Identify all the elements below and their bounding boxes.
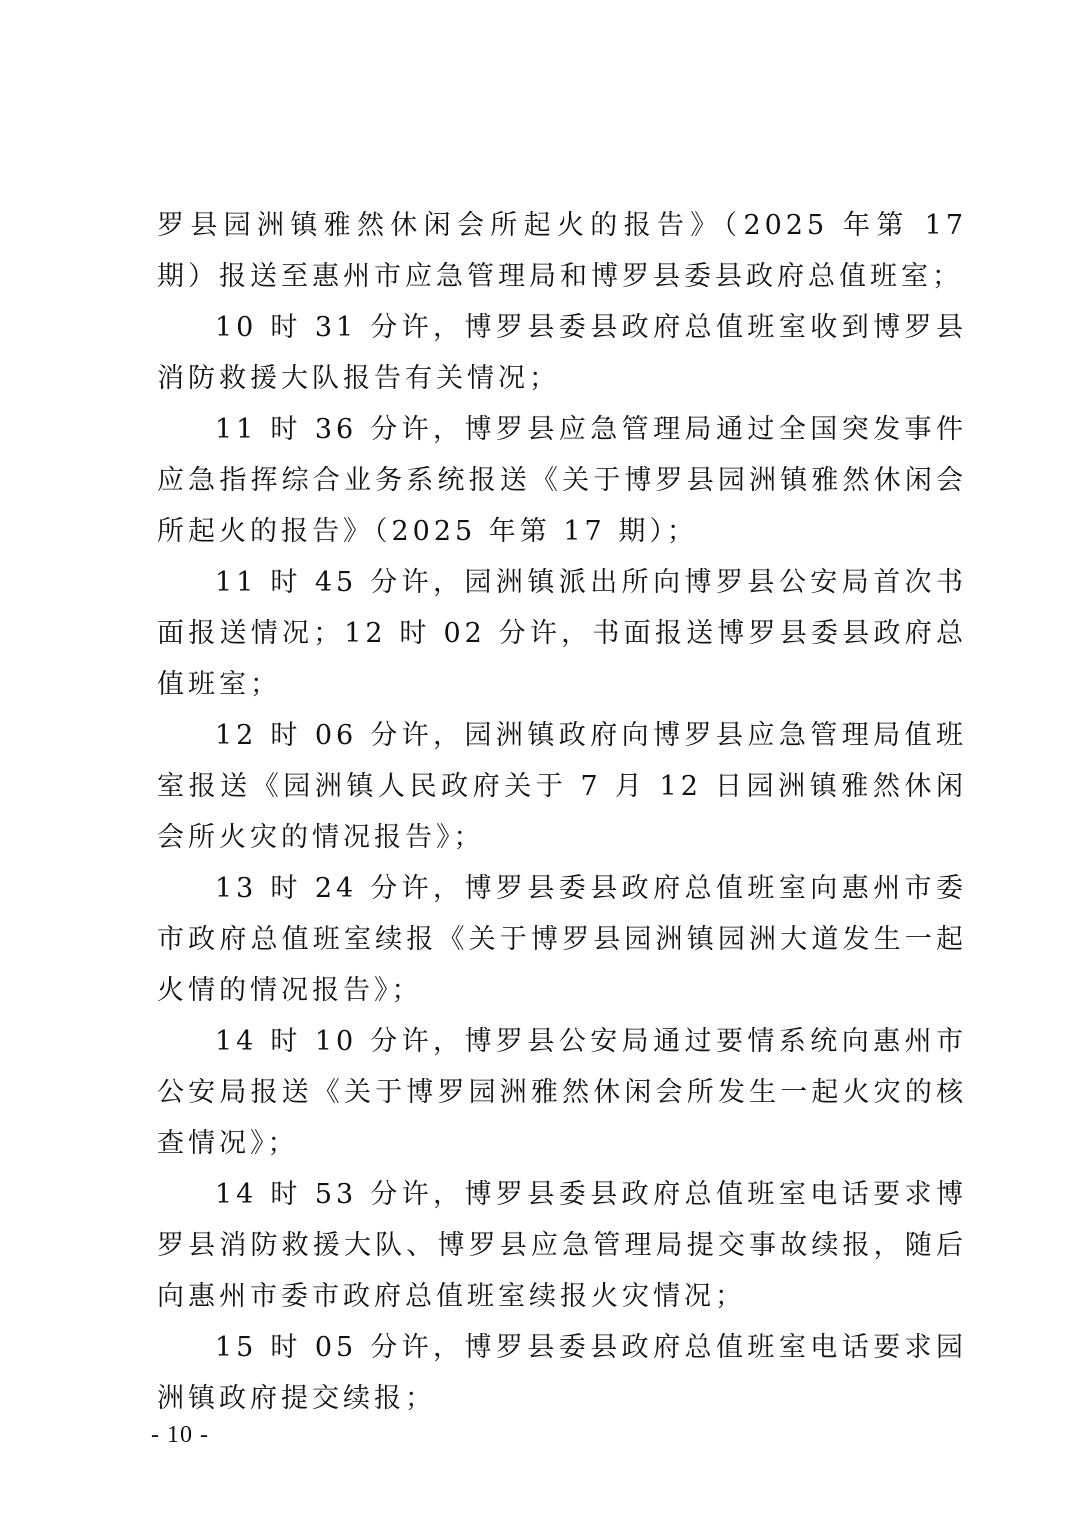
page-number: - 10 -: [151, 1422, 209, 1448]
paragraph-1505: 15 时 05 分许，博罗县委县政府总值班室电话要求园洲镇政府提交续报；: [157, 1332, 967, 1414]
paragraph-1206: 12 时 06 分许，园洲镇政府向博罗县应急管理局值班室报送《园洲镇人民政府关于 7 月 12 日园洲镇雅然休闲会所火灾的情况报告》；: [157, 720, 967, 853]
body-text: [157, 200, 967, 1424]
paragraph-1453: 14 时 53 分许，博罗县委县政府总值班室电话要求博罗县消防救援大队、博罗县应急管理局提交事故续报，随后向惠州市委市政府总值班室续报火灾情况；: [157, 1179, 967, 1312]
paragraph-1136: 11 时 36 分许，博罗县应急管理局通过全国突发事件应急指挥综合业务系统报送《关于博罗县园洲镇雅然休闲会所起火的报告》（2025 年第 17 期）；: [157, 414, 967, 547]
paragraph-1145: 11 时 45 分许，园洲镇派出所向博罗县公安局首次书面报送情况；12 时 02 分许，书面报送博罗县委县政府总值班室；: [157, 567, 967, 700]
paragraph-1324: 13 时 24 分许，博罗县委县政府总值班室向惠州市委市政府总值班室续报《关于博罗县园洲镇园洲大道发生一起火情的情况报告》；: [157, 873, 967, 1006]
paragraph-1031: 10 时 31 分许，博罗县委县政府总值班室收到博罗县消防救援大队报告有关情况；: [157, 312, 967, 394]
paragraph-continuation: 罗县园洲镇雅然休闲会所起火的报告》（2025 年第 17 期）报送至惠州市应急管理局和博罗县委县政府总值班室；: [157, 210, 967, 292]
paragraph-1410: 14 时 10 分许，博罗县公安局通过要情系统向惠州市公安局报送《关于博罗园洲雅然休闲会所发生一起火灾的核查情况》；: [157, 1026, 967, 1159]
